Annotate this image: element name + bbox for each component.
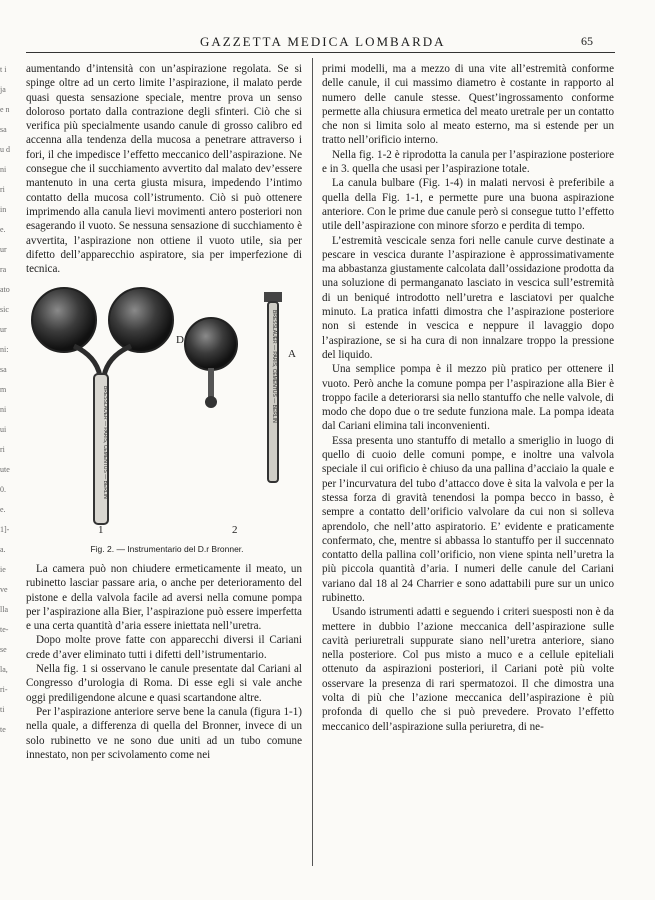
figure-caption: Fig. 2. — Instrumentario del D.r Bronner. bbox=[90, 544, 244, 554]
journal-title: GAZZETTA MEDICA LOMBARDA bbox=[200, 34, 446, 49]
left-bulb bbox=[32, 288, 96, 352]
paragraph: primi modelli, ma a mezzo di una vite all’estremità conforme delle canule, il cui massimo diametro è costante in rapporto al numero delle canule stesse. Quest’ingrossamento conforme permette alla chiusura ermetica del meato uretrale per un contatto che non si limita solo al meato esterno, ma si estende per un tratto nell’orificio interno. bbox=[322, 63, 614, 147]
paragraph: Nella fig. 1-2 è riprodotta la canula per l’aspirazione posteriore e in 3. quella che usasi per l’aspirazione totale. bbox=[322, 148, 614, 176]
paragraph: Essa presenta uno stantuffo di metallo a smeriglio in luogo di quello di cuoio delle comuni pompe, e inoltre una valvola speciale il cui orificio è chiuso da una pallina d’acciaio la quale e per l’incurvatura del tubo d’attacco dove è sita la valvola e per la stessa forza di gravità tenendosi la pompa becco in basso, è sempre a contatto dell’orificio valvolare da cui non si solleva aprendolo, che nell’atto aspiratorio. E’ evidente e praticamente confermato, che, mentre si abbassa lo stantuffo per il succennato contatto della pallina coll’orificio, non viene spinta nell’uretra la più piccola quantità d’aria. I numeri delle canule del Cariani variano dal 18 al 24 Charrier e sono adattabili pure sur un unico rubinetto. bbox=[322, 434, 614, 604]
left-column-top bbox=[26, 62, 302, 276]
right-bulb bbox=[109, 288, 173, 352]
left-column-bottom bbox=[26, 562, 302, 762]
paragraph: Per l’aspirazione anteriore serve bene la canula (figura 1-1) nella quale, a differenza di quella del Bronner, invece di un solo rubinetto ve ne sono due uniti ad un tubo comune innestato, non per scivolamento come nei bbox=[26, 705, 302, 761]
left-margin-bleed bbox=[0, 60, 14, 734]
paragraph: Nella fig. 1 si osservano le canule presentate dal Cariani al Congresso d’urologia di Roma. Di esse egli si vale anche oggi prediligendone alcune e quasi scartandone altre. bbox=[26, 663, 302, 704]
paragraph: La camera può non chiudere ermeticamente il meato, un rubinetto lasciar passare aria, o anche per deterioramento del pistone e della valvola facile ad aversi nella comune pompa per l’aspirazione alla Bier, l’aspirazione può essere imperfetta e una certa quantità d’aria essere iniettata nell’uretra. bbox=[26, 563, 302, 633]
ball-d bbox=[185, 318, 237, 370]
label-d: D bbox=[176, 334, 184, 346]
paragraph: Usando istrumenti adatti e seguendo i criteri suesposti non è da mettere in dubbio l’azione meccanica dell’aspirazione sulle cavità periuretrali suppurate siano nell’uretra anteriore, siano nella posteriore. Col pus misto a muco e a cellule epiteliali ottenuto da aspirazioni posteriori, il Cariani potè più volte osservare la presenza di rari spermatozoi. Il che dimostra una volta di più che l’azione meccanica dell’aspirazione è più profonda di quello che si può prevedere. Provato l’effetto meccanico dell’aspirazione sulla periuretra, di ne- bbox=[322, 606, 614, 733]
paragraph: La canula bulbare (Fig. 1-4) in malati nervosi è preferibile a quella della Fig. 1-1, e permette pure una buona aspirazione anteriore. Con le prime due canule però si consegue tutto l’effetto utile dell’aspirazione con minore sforzo e perdita di tempo. bbox=[322, 177, 614, 233]
label-a: A bbox=[288, 348, 296, 360]
engraving-label-2: BRESSLAUER — PARIS, CEMENTUS — BERLIN bbox=[271, 310, 277, 423]
figure-instruments bbox=[26, 286, 302, 554]
page-number: 65 bbox=[581, 34, 593, 48]
paragraph: aumentando d’intensità con un’aspirazione regolata. Se si spinge oltre ad un certo limite l’aspirazione, il malato perde quasi questa sensazione speciale, mentre prova un senso doloroso portato dalla contrazione degli sfinteri. Ciò che si verifica più specialmente usando canule di grosso calibro ed accenna alla tendenza della mucosa a penetrare attraverso i fori, il che impedisce l’effetto meccanico dell’aspirazione. Ne consegue che il succhiamento avvertito dal malato dev’essere mantenuto in una certa giusta misura, impedendo l’intimo contatto della mucosa coll’istrumento. Ciò si può ottenere imprimendo alla canula lievi movimenti antero posteriori non esagerando il vuoto. Se nessuna sensazione di succhiamento è avvertita, l’aspirazione non ottiene il vuoto utile, sia per difetto dell’apparecchio aspiratore, sia per imperfezione di tecnica. bbox=[26, 63, 302, 276]
paragraph: L’estremità vescicale senza fori nelle canule curve destinate a pescare in vescica durante l’aspirazione è approssimativamente ma abbastanza giustamente calcolata dall’ossidazione prodotta da una soluzione di permanganato lasciato in vescica sull’estremità di un beniqué introdotto nell’uretra e lasciatovi per qualche minuto. La pratica infatti dimostra che l’aspirazione posteriore non si estende in vescica e neppure il lavaggio dopo l’aspirazione, se si ha cura di non innalzare troppo la pressione del liquido. bbox=[322, 234, 614, 361]
paragraph: Una semplice pompa è il mezzo più pratico per ottenere il vuoto. Però anche la comune pompa per l’aspirazione alla Bier è troppo facile a deteriorarsi sia nello stantuffo che nelle valvole, di modo che dopo due o tre sedute funziona male. La pompa ideata dal Cariani elimina tali inconvenienti. bbox=[322, 363, 614, 433]
header-rule bbox=[26, 52, 615, 53]
column-divider bbox=[312, 58, 313, 866]
instrument-engraving bbox=[26, 286, 302, 546]
paragraph: Dopo molte prove fatte con apparecchi diversi il Cariani crede d’aver eliminato tutti i difetti dell’istrumentario. bbox=[26, 634, 302, 661]
margin-fragments: t i ja e n sa u d ni ri in e. ur ra ato sic ur ni: sa m ni ui ri ute 0. e. 1]- a. ie ve lla te- se la, ri- ti te bbox=[0, 65, 10, 734]
figure-number-1: 1 bbox=[98, 524, 104, 536]
figure-number-2: 2 bbox=[232, 524, 238, 536]
right-column bbox=[322, 62, 614, 734]
engraving-label-1: BRESSLAUER — PARIS, CEMENTUS — BERLIN bbox=[102, 386, 108, 499]
